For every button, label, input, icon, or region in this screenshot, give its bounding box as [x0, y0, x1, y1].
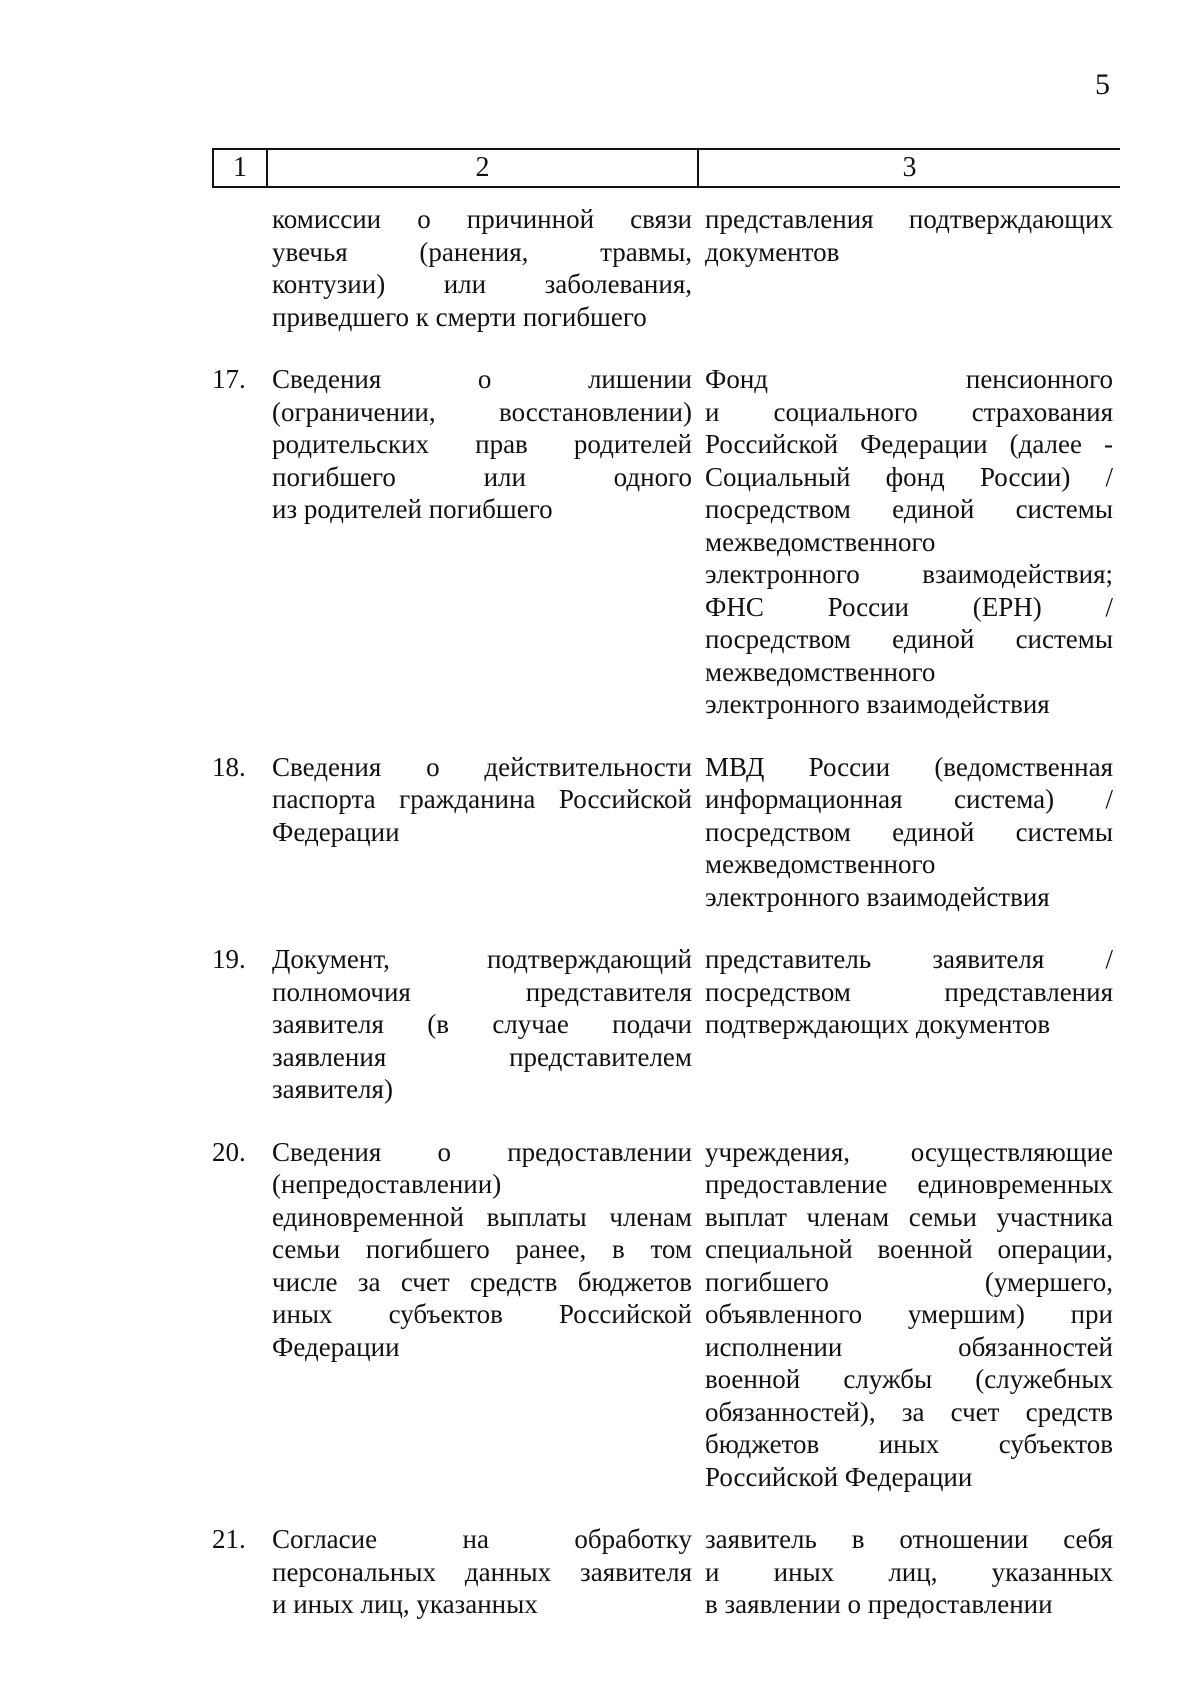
text-line: исполнении обязанностей [705, 1331, 1113, 1362]
text-line: представления подтверждающих [705, 204, 1113, 234]
table-header-bottom-border [212, 186, 1120, 188]
table-header-top-border [212, 148, 1120, 150]
text-line: обязанностей), за счет средств [705, 1396, 1113, 1427]
text-line: Сведения о действительности [272, 751, 692, 782]
text-line: военной службы (служебных [705, 1364, 1113, 1394]
text-line: межведомственного [705, 526, 936, 557]
text-line: единовременной выплаты членам [272, 1201, 692, 1232]
text-line: электронного взаимодействия [705, 881, 1050, 912]
text-line: Социальный фонд России) / [705, 461, 1113, 492]
text-line: электронного взаимодействия [705, 689, 1050, 719]
text-line: числе за счет средств бюджетов [272, 1266, 692, 1297]
cell-source [705, 203, 1113, 268]
text-line: заявитель в отношении себя [705, 1524, 1113, 1554]
text-line: Федерации [272, 1331, 400, 1362]
text-line: полномочия представителя [272, 976, 692, 1007]
page-number: 5 [1095, 68, 1110, 101]
text-line: из родителей погибшего [272, 494, 553, 524]
text-line: погибшего или одного [272, 461, 692, 492]
row-number: 17. [212, 364, 246, 394]
text-line: родительских прав родителей [272, 429, 692, 459]
text-line: ФНС России (ЕРН) / [705, 591, 1113, 622]
cell-source [705, 1523, 1113, 1621]
text-line: учреждения, осуществляющие [705, 1136, 1113, 1167]
text-line: (ограничении, восстановлении) [272, 396, 692, 427]
text-line: межведомственного [705, 656, 936, 687]
text-line: посредством представления [705, 976, 1113, 1007]
text-line: специальной военной операции, [705, 1234, 1113, 1264]
text-line: Федерации [272, 816, 400, 847]
text-line: приведшего к смерти погибшего [272, 301, 647, 332]
text-line: заявления представителем [272, 1041, 692, 1072]
cell-source [705, 363, 1113, 721]
text-line: в заявлении о предоставлении [705, 1589, 1053, 1619]
table-header-col2: 2 [475, 152, 490, 183]
text-line: (непредоставлении) [272, 1169, 502, 1199]
text-line: увечья (ранения, травмы, [272, 236, 692, 267]
text-line: заявителя (в случае подачи [272, 1009, 692, 1039]
text-line: Фонд пенсионного [705, 364, 1113, 394]
text-line: персональных данных заявителя [272, 1556, 692, 1587]
text-line: иных субъектов Российской [272, 1299, 692, 1329]
cell-source [705, 943, 1113, 1041]
row-number: 20. [212, 1136, 246, 1167]
text-line: и иных лиц, указанных [272, 1589, 538, 1619]
cell-document-description [272, 751, 692, 849]
text-line: документов [705, 236, 840, 267]
text-line: представитель заявителя / [705, 944, 1113, 974]
cell-document-description [272, 1523, 692, 1621]
text-line: Российской Федерации (далее - [705, 429, 1113, 459]
cell-document-description [272, 1136, 692, 1364]
cell-document-description [272, 363, 692, 526]
text-line: и социального страхования [705, 396, 1113, 427]
table-header-col3: 3 [902, 152, 917, 183]
text-line: паспорта гражданина Российской [272, 784, 692, 814]
text-line: бюджетов иных субъектов [705, 1429, 1113, 1459]
text-line: объявленного умершим) при [705, 1299, 1113, 1329]
row-number: 19. [212, 944, 246, 974]
text-line: и иных лиц, указанных [705, 1556, 1113, 1587]
text-line: комиссии о причинной связи [272, 204, 692, 234]
text-line: погибшего (умершего, [705, 1266, 1113, 1297]
text-line: Сведения о лишении [272, 364, 692, 394]
text-line: семьи погибшего ранее, в том [272, 1234, 692, 1264]
text-line: подтверждающих документов [705, 1009, 1051, 1039]
text-line: предоставление единовременных [705, 1169, 1113, 1199]
text-line: посредством единой системы [705, 816, 1113, 847]
row-number: 21. [212, 1524, 246, 1554]
cell-source [705, 1136, 1113, 1494]
text-line: Сведения о предоставлении [272, 1136, 692, 1167]
text-line: посредством единой системы [705, 624, 1113, 654]
cell-document-description [272, 943, 692, 1106]
text-line: информационная система) / [705, 784, 1113, 814]
cell-document-description [272, 203, 692, 333]
cell-source [705, 751, 1113, 914]
text-line: Документ, подтверждающий [272, 944, 692, 974]
text-line: контузии) или заболевания, [272, 269, 692, 299]
text-line: заявителя) [272, 1074, 393, 1104]
text-line: электронного взаимодействия; [705, 559, 1113, 589]
text-line: выплат членам семьи участника [705, 1201, 1113, 1232]
table-header-col1: 1 [233, 152, 247, 183]
text-line: МВД России (ведомственная [705, 751, 1113, 782]
text-line: посредством единой системы [705, 494, 1113, 524]
text-line: Российской Федерации [705, 1461, 973, 1492]
row-number: 18. [212, 751, 246, 782]
text-line: межведомственного [705, 849, 936, 879]
text-line: Согласие на обработку [272, 1524, 692, 1554]
